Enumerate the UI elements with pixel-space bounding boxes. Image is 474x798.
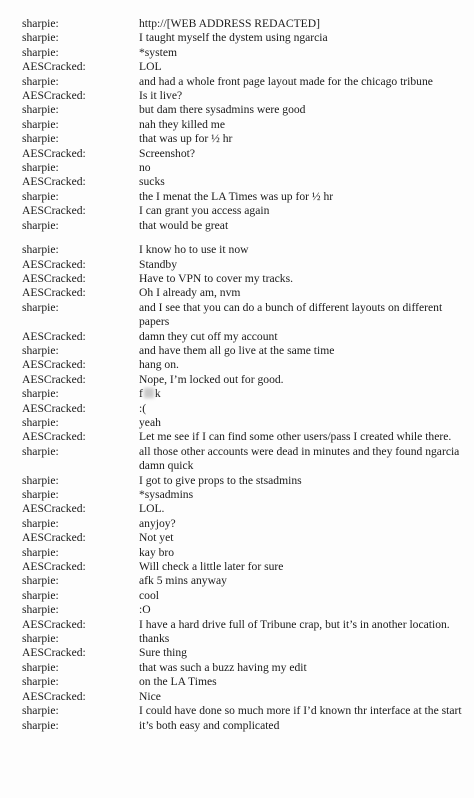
chat-message: http://[WEB ADDRESS REDACTED] (139, 17, 320, 30)
chat-speaker: sharpie: (22, 300, 59, 314)
chat-speaker: AESCracked: (22, 89, 86, 103)
chat-speaker: sharpie: (22, 660, 59, 674)
chat-line (22, 502, 470, 516)
chat-line (22, 430, 470, 444)
chat-message: I have a hard drive full of Tribune crap, but it’s in another location. (139, 617, 450, 631)
chat-line (22, 330, 470, 344)
chat-line (22, 690, 470, 704)
chat-speaker: sharpie: (22, 17, 59, 30)
chat-speaker: sharpie: (22, 488, 59, 501)
chat-message: thanks (139, 632, 170, 646)
chat-speaker: sharpie: (22, 189, 59, 203)
chat-message: cool (139, 588, 159, 602)
chat-message: and I see that you can do a bunch of different layouts on different papers (139, 300, 443, 329)
chat-line (22, 204, 470, 218)
chat-line (22, 286, 470, 300)
chat-speaker: sharpie: (22, 444, 59, 458)
chat-line (22, 646, 470, 660)
chat-line (22, 272, 470, 286)
chat-message: that was up for ½ hr (139, 132, 233, 146)
chat-message: Standby (139, 257, 178, 271)
chat-speaker: sharpie: (22, 74, 59, 88)
chat-speaker: sharpie: (22, 574, 59, 588)
chat-message: Nope, I’m locked out for good. (139, 372, 284, 386)
chat-speaker: sharpie: (22, 632, 59, 646)
chat-message: it’s both easy and complicated (139, 718, 280, 732)
chat-speaker: AESCracked: (22, 689, 86, 703)
chat-message: Sure thing (139, 646, 187, 660)
chat-speaker: sharpie: (22, 588, 59, 602)
chat-speaker: sharpie: (22, 103, 59, 117)
chat-speaker: sharpie: (22, 387, 59, 401)
chat-speaker: AESCracked: (22, 372, 86, 386)
chat-speaker: sharpie: (22, 117, 59, 131)
chat-message: nah they killed me (139, 117, 225, 131)
chat-line (22, 574, 470, 588)
chat-line (22, 258, 470, 272)
chat-line (22, 161, 470, 175)
chat-message: Screenshot? (139, 146, 196, 160)
chat-message: yeah (139, 415, 161, 429)
chat-line (22, 89, 470, 103)
chat-speaker: AESCracked: (22, 531, 86, 545)
chat-line (22, 17, 470, 31)
chat-message: and have them all go live at the same time (139, 343, 335, 357)
chat-line (22, 301, 470, 330)
chat-speaker: AESCracked: (22, 401, 86, 415)
chat-line (22, 219, 470, 233)
chat-message: Nice (139, 689, 161, 703)
chat-transcript (22, 17, 470, 733)
chat-line (22, 243, 470, 257)
chat-message: anyjoy? (139, 516, 176, 530)
chat-line (22, 704, 470, 718)
chat-message: no (139, 161, 151, 175)
chat-message: :O (139, 603, 151, 617)
chat-speaker: sharpie: (22, 704, 59, 718)
chat-message: Let me see if I can find some other users/pass I created while there. (139, 430, 452, 444)
chat-line (22, 344, 470, 358)
chat-speaker: sharpie: (22, 218, 59, 232)
chat-speaker: AESCracked: (22, 617, 86, 631)
chat-line (22, 560, 470, 574)
chat-speaker: sharpie: (22, 415, 59, 429)
chat-line (22, 589, 470, 603)
chat-line (22, 661, 470, 675)
chat-line (22, 517, 470, 531)
chat-message: Have to VPN to cover my tracks. (139, 271, 294, 285)
chat-line (22, 75, 470, 89)
chat-message (139, 387, 470, 401)
chat-line (22, 31, 470, 45)
chat-line (22, 373, 470, 387)
chat-message: and had a whole front page layout made for the chicago tribune (139, 74, 433, 88)
chat-speaker: sharpie: (22, 675, 59, 689)
chat-message: I know ho to use it now (139, 243, 249, 257)
chat-speaker: sharpie: (22, 243, 59, 257)
chat-line (22, 618, 470, 632)
chat-speaker: AESCracked: (22, 146, 86, 160)
message-start: f (139, 387, 143, 401)
chat-speaker: AESCracked: (22, 204, 86, 218)
chat-line (22, 60, 470, 74)
chat-line (22, 46, 470, 60)
chat-line (22, 147, 470, 161)
chat-speaker: sharpie: (22, 718, 59, 732)
chat-line (22, 103, 470, 117)
chat-line (22, 416, 470, 430)
chat-speaker: AESCracked: (22, 257, 86, 271)
chat-speaker: AESCracked: (22, 560, 86, 574)
chat-line (22, 387, 470, 401)
chat-message: Is it live? (139, 89, 183, 103)
chat-speaker: AESCracked: (22, 358, 86, 372)
chat-message: sucks (139, 175, 165, 189)
chat-speaker: AESCracked: (22, 502, 86, 516)
redaction-blur (144, 388, 154, 398)
chat-message: LOL. (139, 502, 165, 516)
chat-line (22, 190, 470, 204)
chat-speaker: sharpie: (22, 473, 59, 487)
chat-speaker: sharpie: (22, 161, 59, 175)
chat-speaker: sharpie: (22, 45, 59, 59)
chat-message: *system (139, 45, 178, 59)
chat-message: *sysadmins (139, 488, 194, 501)
chat-line (22, 603, 470, 617)
chat-message: LOL (139, 60, 162, 74)
chat-message: on the LA Times (139, 675, 217, 689)
chat-line (22, 474, 470, 488)
chat-line (22, 488, 470, 502)
chat-message: I got to give props to the stsadmins (139, 473, 302, 487)
chat-message: all those other accounts were dead in minutes and they found ngarcia damn quick (139, 444, 460, 473)
chat-speaker: sharpie: (22, 343, 59, 357)
chat-line (22, 358, 470, 372)
chat-speaker: AESCracked: (22, 175, 86, 189)
chat-line (22, 132, 470, 146)
chat-message: :( (139, 401, 147, 415)
chat-speaker: AESCracked: (22, 60, 86, 74)
chat-line (22, 118, 470, 132)
chat-message: hang on. (139, 358, 179, 372)
chat-message: but dam there sysadmins were good (139, 103, 306, 117)
chat-message: that would be great (139, 218, 229, 232)
chat-line (22, 719, 470, 733)
chat-message: the I menat the LA Times was up for ½ hr (139, 189, 334, 203)
chat-line (22, 445, 470, 474)
chat-speaker: AESCracked: (22, 286, 86, 300)
chat-speaker: AESCracked: (22, 646, 86, 660)
chat-line (22, 531, 470, 545)
chat-line (22, 675, 470, 689)
chat-message: Will check a little later for sure (139, 560, 284, 574)
chat-line (22, 546, 470, 560)
chat-message: I taught myself the dystem using ngarcia (139, 31, 328, 45)
chat-speaker: AESCracked: (22, 430, 86, 444)
chat-message: afk 5 mins anyway (139, 574, 227, 588)
chat-speaker: AESCracked: (22, 329, 86, 343)
chat-speaker: sharpie: (22, 603, 59, 617)
chat-message: I could have done so much more if I’d known thr interface at the start (139, 704, 462, 718)
chat-message: Not yet (139, 531, 174, 545)
message-end: k (154, 387, 161, 401)
chat-line (22, 402, 470, 416)
chat-message: damn they cut off my account (139, 329, 278, 343)
chat-message: that was such a buzz having my edit (139, 660, 307, 674)
chat-message: I can grant you access again (139, 204, 270, 218)
chat-speaker: AESCracked: (22, 271, 86, 285)
chat-speaker: sharpie: (22, 516, 59, 530)
chat-speaker: sharpie: (22, 132, 59, 146)
chat-message: kay bro (139, 545, 175, 559)
chat-line (22, 632, 470, 646)
chat-message: Oh I already am, nvm (139, 286, 241, 300)
chat-speaker: sharpie: (22, 545, 59, 559)
chat-speaker: sharpie: (22, 31, 59, 45)
chat-line (22, 175, 470, 189)
